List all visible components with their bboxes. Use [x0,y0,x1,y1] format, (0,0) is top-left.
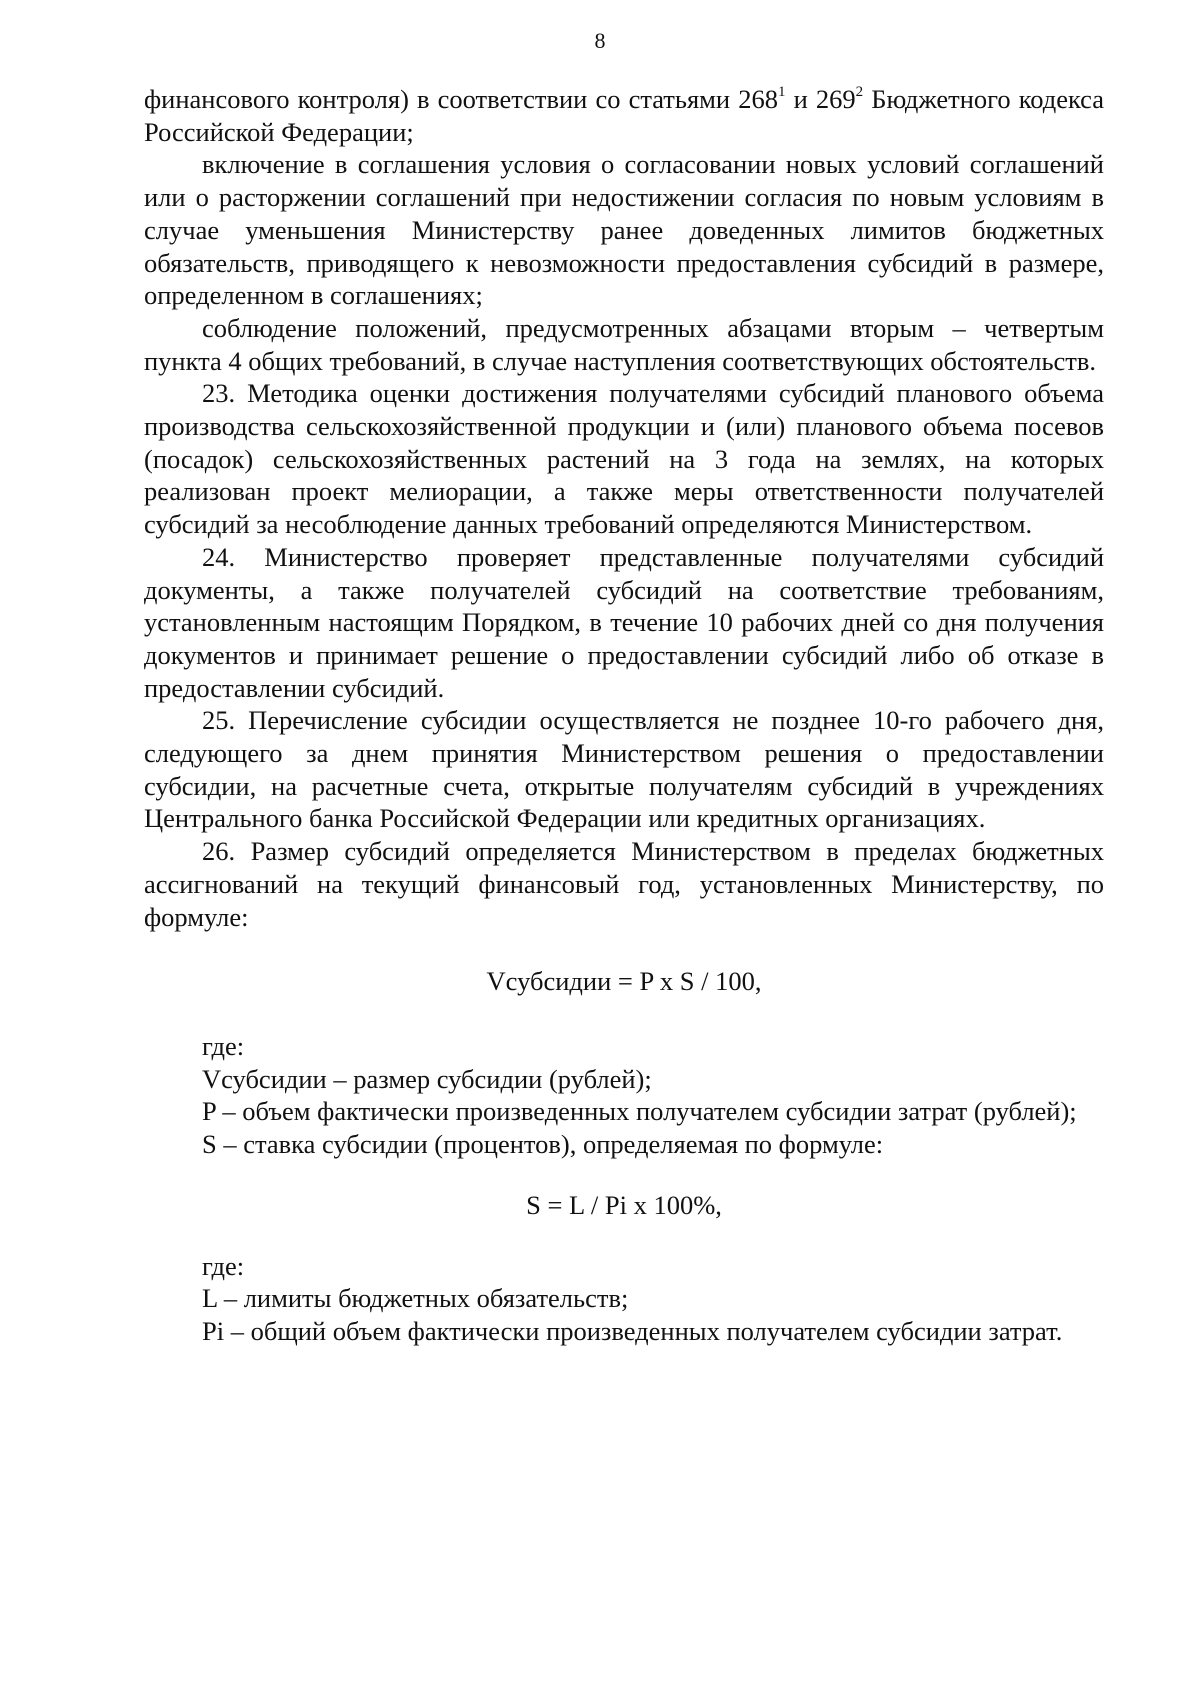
definition-l: L – лимиты бюджетных обязательств; [202,1283,629,1314]
definition-s: S – ставка субсидии (процентов), определяемая по формуле: [202,1129,884,1160]
document-body [144,83,1104,1348]
paragraph-23: 23. Методика оценки достижения получателями субсидий планового объема производства сельскохозяйственной продукции и (или) планового объема посевов (посадок) сельскохозяйственных растений на 3 года на землях, на которых реализован проект мелиорации, а также меры ответственности получателей субсидий за несоблюдение данных требований определяются Министерством. [144,378,1104,540]
formula-subsidy-rate: S = L / Pi x 100%, [526,1189,722,1220]
formula-subsidy-volume: Vсубсидии = P x S / 100, [486,966,762,997]
paragraph-continuation: финансового контроля) в соответствии со статьями $268^1$ и $269^2$ Бюджетного кодекса Российской Федерации; [144,84,1105,147]
paragraph-24: 24. Министерство проверяет представленные получателями субсидий документы, а также получателей субсидий на соответствие требованиям, установленным настоящим Порядком, в течение 10 рабочих дней со дня получения документов и принимает решение о предоставлении субсидий либо об отказе в предоставлении субсидий. [144,541,1104,703]
definition-p: P – объем фактически произведенных получателем субсидии затрат (рублей); [202,1096,1077,1127]
definition-pi: Pi – общий объем фактически произведенных получателем субсидии затрат. [202,1315,1063,1346]
paragraph-25: 25. Перечисление субсидии осуществляется не позднее 10-го рабочего дня, следующего за днем принятия Министерством решения о предоставлении субсидии, на расчетные счета, открытые получателям субсидий в учреждениях Центрального банка Российской Федерации или кредитных организациях. [144,705,1104,834]
superscript-2: 2 [855,84,864,100]
where-label-1: где: [202,1030,245,1061]
definition-v: Vсубсидии – размер субсидии (рублей); [202,1063,652,1094]
where-label-2: где: [202,1250,245,1281]
superscript-1: 1 [777,84,786,100]
paragraph-compliance: соблюдение положений, предусмотренных абзацами вторым – четвертым пункта 4 общих требований, в случае наступления соответствующих обстоятельств. [144,312,1104,376]
paragraph-26: 26. Размер субсидий определяется Министерством в пределах бюджетных ассигнований на текущий финансовый год, установленных Министерству, по формуле: [144,836,1104,932]
paragraph-agreement-conditions: включение в соглашения условия о согласовании новых условий соглашений или о расторжении соглашений при недостижении согласия по новым условиям в случае уменьшения Министерству ранее доведенных лимитов бюджетных обязательств, приводящего к невозможности предоставления субсидий в размере, определенном в соглашениях; [144,149,1104,311]
page-number: 8 [594,28,606,53]
